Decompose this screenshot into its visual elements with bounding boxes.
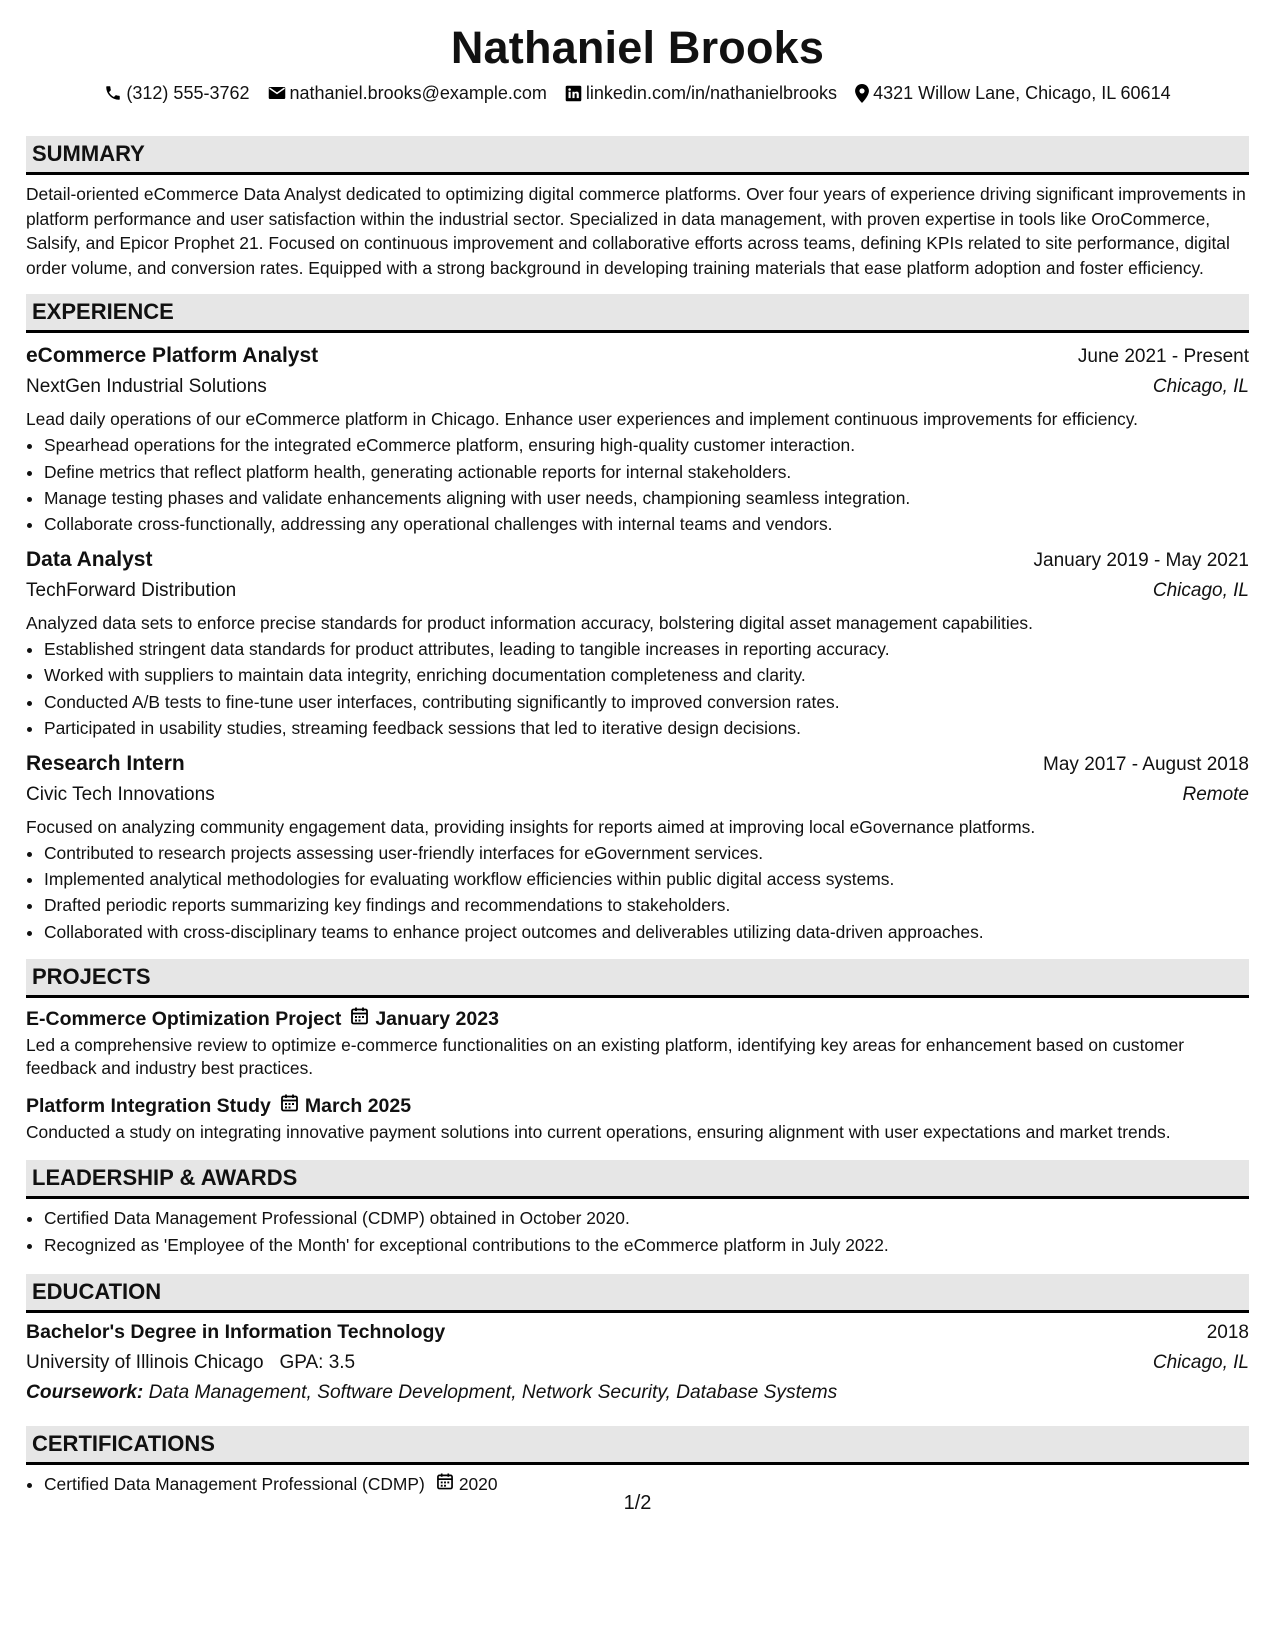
project-description: Led a comprehensive review to optimize e-commerce functionalities on an existing platform, identifying key areas for enhancement based on customer feedback and industry best practices.	[26, 1034, 1185, 1079]
calendar-icon	[351, 1004, 368, 1034]
job-location: Remote	[1182, 784, 1249, 805]
list-item: • Collaborated with cross-disciplinary teams to enhance project outcomes and deliverables utilizing data-driven approaches.	[44, 919, 1249, 945]
education-school-row	[26, 1348, 1249, 1378]
project-title: E-Commerce Optimization Project	[26, 1007, 342, 1030]
job-title: Data Analyst	[26, 548, 153, 572]
job-dates: May 2017 - August 2018	[1043, 754, 1249, 775]
phone-icon	[104, 84, 122, 102]
map-pin-icon	[855, 84, 869, 103]
project-date	[281, 1091, 411, 1121]
job-bullets	[26, 636, 1249, 741]
list-item: • Collaborate cross-functionally, addressing any operational challenges with internal teams and vendors.	[44, 511, 1249, 537]
candidate-name: Nathaniel Brooks	[450, 22, 825, 73]
envelope-icon	[268, 85, 286, 101]
contact-address	[855, 83, 1171, 104]
project-header	[26, 1004, 1249, 1034]
calendar-icon	[281, 1091, 298, 1121]
section-heading-projects: PROJECTS	[26, 959, 1249, 998]
linkedin-icon	[565, 85, 582, 102]
leadership-bullets	[26, 1205, 1249, 1257]
job-entry	[26, 749, 1249, 945]
contact-email[interactable]	[268, 83, 547, 104]
job-location: Chicago, IL	[1152, 376, 1249, 398]
project-date-text: March 2025	[304, 1094, 412, 1117]
list-item: • Worked with suppliers to maintain data integrity, enriching documentation completeness and clarity.	[44, 662, 1249, 688]
job-company: NextGen Industrial Solutions	[26, 376, 267, 398]
gpa: GPA: 3.5	[279, 1351, 356, 1373]
job-entry	[26, 545, 1249, 741]
school-location: Chicago, IL	[1152, 1351, 1249, 1373]
job-company: TechForward Distribution	[26, 580, 237, 602]
job-bullets	[26, 840, 1249, 945]
job-title: Research Intern	[26, 752, 185, 775]
list-item: • Conducted A/B tests to fine-tune user interfaces, contributing significantly to improved conversion rates.	[44, 689, 1249, 715]
job-dates: June 2021 - Present	[1077, 346, 1249, 368]
project-date-text: January 2023	[375, 1007, 499, 1030]
school-info	[26, 1348, 355, 1378]
job-header-row	[26, 545, 1249, 576]
project-entry	[26, 1004, 1249, 1081]
section-heading-experience: EXPERIENCE	[26, 294, 1249, 333]
phone-number: (312) 555-3762	[126, 82, 250, 103]
list-item: • Recognized as 'Employee of the Month' for exceptional contributions to the eCommerce platform in July 2022.	[44, 1232, 1249, 1258]
summary-text: Detail-oriented eCommerce Data Analyst dedicated to optimizing digital commerce platforms. Over four years of experience driving significant improvements in platform performance and user satisfaction within the industrial sector. Specialized in data management, with proven expertise in tools like OroCommerce, Salsify, and Epicor Prophet 21. Focused on continuous improvement and collaborative efforts across teams, defining KPIs related to site performance, digital order volume, and conversion rates. Equipped with a strong background in developing training materials that ease platform adoption and foster efficiency.	[26, 184, 1246, 278]
job-dates: January 2019 - May 2021	[1033, 550, 1249, 572]
resume-content	[26, 0, 1249, 1497]
contact-phone	[104, 83, 249, 104]
job-company-row	[26, 780, 1249, 810]
graduation-year: 2018	[1206, 1321, 1249, 1343]
project-description: Conducted a study on integrating innovative payment solutions into current operations, ensuring alignment with user expectations and market trends.	[26, 1121, 1171, 1142]
project-header	[26, 1091, 1249, 1121]
project-date	[351, 1004, 499, 1034]
linkedin-url[interactable]: linkedin.com/in/nathanielbrooks	[585, 82, 838, 103]
job-header-row	[26, 749, 1249, 780]
section-heading-certifications: CERTIFICATIONS	[26, 1426, 1249, 1465]
section-heading-education: EDUCATION	[26, 1274, 1249, 1313]
list-item: • Contributed to research projects assessing user-friendly interfaces for eGovernment services.	[44, 840, 1249, 866]
education-entry	[26, 1317, 1249, 1408]
certification-year: 2020	[458, 1473, 498, 1494]
job-description: Focused on analyzing community engagement data, providing insights for reports aimed at improving local eGovernance platforms.	[26, 817, 1036, 837]
list-item: • Participated in usability studies, streaming feedback sessions that led to iterative design decisions.	[44, 715, 1249, 741]
list-item: • Manage testing phases and validate enhancements aligning with user needs, championing seamless integration.	[44, 485, 1249, 511]
email-address[interactable]: nathaniel.brooks@example.com	[289, 82, 547, 103]
school-name: University of Illinois Chicago	[26, 1351, 264, 1373]
section-heading-summary: SUMMARY	[26, 136, 1249, 175]
coursework-label: Coursework:	[26, 1381, 144, 1403]
job-bullets	[26, 432, 1249, 537]
project-entry	[26, 1091, 1249, 1145]
certification-name: • Certified Data Management Professional (CDMP)	[44, 1473, 425, 1494]
section-heading-leadership: LEADERSHIP & AWARDS	[26, 1160, 1249, 1199]
list-item: • Spearhead operations for the integrated eCommerce platform, ensuring high-quality customer interaction.	[44, 432, 1249, 458]
coursework	[26, 1378, 1249, 1408]
contact-linkedin[interactable]	[565, 83, 837, 104]
street-address: 4321 Willow Lane, Chicago, IL 60614	[873, 82, 1171, 103]
job-company: Civic Tech Innovations	[26, 784, 215, 805]
job-title: eCommerce Platform Analyst	[26, 344, 319, 368]
project-title: Platform Integration Study	[26, 1094, 271, 1117]
education-header-row	[26, 1317, 1249, 1348]
list-item: • Define metrics that reflect platform health, generating actionable reports for internal stakeholders.	[44, 459, 1249, 485]
page-number: 1/2	[623, 1492, 652, 1514]
job-header-row	[26, 341, 1249, 372]
contact-bar	[26, 80, 1249, 106]
list-item: • Certified Data Management Professional (CDMP) obtained in October 2020.	[44, 1205, 1249, 1231]
degree-title: Bachelor's Degree in Information Technology	[26, 1320, 446, 1343]
job-location: Chicago, IL	[1152, 580, 1249, 602]
list-item: • Established stringent data standards for product attributes, leading to tangible increases in reporting accuracy.	[44, 636, 1249, 662]
job-description: Lead daily operations of our eCommerce platform in Chicago. Enhance user experiences and implement continuous improvements for efficiency.	[26, 409, 1138, 430]
job-company-row	[26, 372, 1249, 402]
job-entry	[26, 341, 1249, 537]
list-item: • Implemented analytical methodologies for evaluating workflow efficiencies within public digital access systems.	[44, 866, 1249, 892]
job-description: Analyzed data sets to enforce precise standards for product information accuracy, bolstering digital asset management capabilities.	[26, 613, 1033, 634]
job-company-row	[26, 576, 1249, 606]
coursework-list: Data Management, Software Development, Network Security, Database Systems	[148, 1381, 838, 1403]
list-item: • Drafted periodic reports summarizing key findings and recommendations to stakeholders.	[44, 892, 1249, 918]
